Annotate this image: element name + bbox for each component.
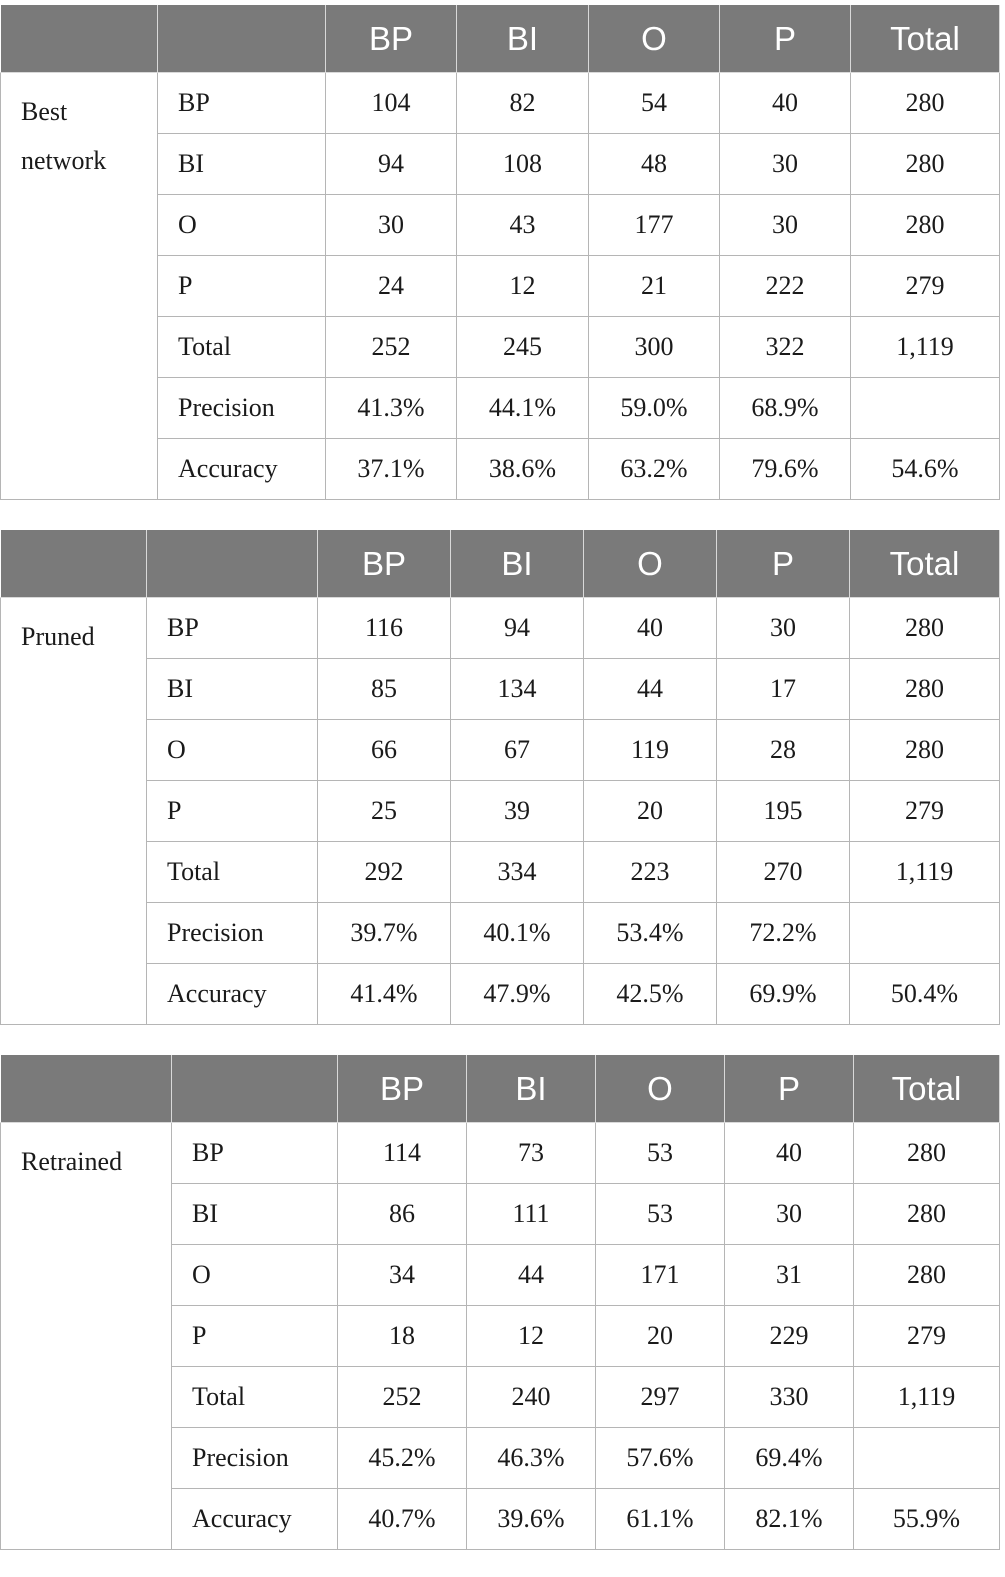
cell: 47.9% [451,964,584,1025]
cell: 42.5% [584,964,717,1025]
cell: 134 [451,659,584,720]
row-label: BI [158,134,326,195]
cell: 30 [717,598,850,659]
cell [854,1428,1000,1489]
group-label: Retrained [1,1123,172,1550]
cell: 44 [467,1245,596,1306]
cell: 46.3% [467,1428,596,1489]
cell: 79.6% [720,439,851,500]
cell: 280 [851,195,1000,256]
cell: 37.1% [326,439,457,500]
cell: 85 [318,659,451,720]
header-total: Total [850,530,1000,598]
cell: 108 [457,134,589,195]
cell: 171 [596,1245,725,1306]
cell: 223 [584,842,717,903]
header-bi: BI [457,5,589,73]
group-label: Best network [1,73,158,500]
confusion-table-retrained [0,1055,1000,1550]
header-bp: BP [326,5,457,73]
row-label: O [158,195,326,256]
row-label: BP [147,598,318,659]
cell: 280 [850,659,1000,720]
row-label: O [172,1245,338,1306]
cell: 40.1% [451,903,584,964]
cell: 322 [720,317,851,378]
cell: 1,119 [854,1367,1000,1428]
row-label: P [158,256,326,317]
cell: 34 [338,1245,467,1306]
cell: 31 [725,1245,854,1306]
row-label: P [172,1306,338,1367]
cell: 53 [596,1123,725,1184]
header-row [1,1055,1000,1123]
cell: 30 [725,1184,854,1245]
cell: 279 [851,256,1000,317]
table-row [1,73,1000,134]
header-total: Total [854,1055,1000,1123]
confusion-table-best-network [0,5,1000,500]
cell: 40 [720,73,851,134]
cell: 177 [589,195,720,256]
cell: 43 [457,195,589,256]
cell: 252 [326,317,457,378]
table-row [1,598,1000,659]
cell: 104 [326,73,457,134]
cell: 44 [584,659,717,720]
cell: 270 [717,842,850,903]
table-row [1,903,1000,964]
cell: 69.9% [717,964,850,1025]
cell: 48 [589,134,720,195]
cell: 94 [326,134,457,195]
confusion-table-pruned [0,530,1000,1025]
cell: 40 [584,598,717,659]
row-label: P [147,781,318,842]
cell: 30 [326,195,457,256]
header-o: O [589,5,720,73]
cell: 94 [451,598,584,659]
header-empty-label [158,5,326,73]
cell: 12 [457,256,589,317]
cell: 39.7% [318,903,451,964]
header-bi: BI [467,1055,596,1123]
group-label: Pruned [1,598,147,1025]
cell: 20 [584,781,717,842]
cell: 38.6% [457,439,589,500]
header-bp: BP [318,530,451,598]
cell: 280 [850,598,1000,659]
cell: 40 [725,1123,854,1184]
cell: 72.2% [717,903,850,964]
cell: 17 [717,659,850,720]
cell: 280 [854,1123,1000,1184]
row-label: BI [147,659,318,720]
row-label: Precision [172,1428,338,1489]
cell: 82.1% [725,1489,854,1550]
cell: 334 [451,842,584,903]
cell: 57.6% [596,1428,725,1489]
header-p: P [720,5,851,73]
cell: 195 [717,781,850,842]
cell: 21 [589,256,720,317]
header-empty-label [172,1055,338,1123]
row-label: Total [172,1367,338,1428]
cell: 67 [451,720,584,781]
cell: 280 [851,134,1000,195]
cell: 53.4% [584,903,717,964]
header-row [1,530,1000,598]
row-label: BP [172,1123,338,1184]
cell: 39 [451,781,584,842]
cell: 44.1% [457,378,589,439]
header-p: P [725,1055,854,1123]
row-label: BP [158,73,326,134]
table-row [1,1123,1000,1184]
cell: 292 [318,842,451,903]
table-row [1,659,1000,720]
cell: 54.6% [851,439,1000,500]
cell: 68.9% [720,378,851,439]
cell: 245 [457,317,589,378]
cell: 111 [467,1184,596,1245]
cell: 28 [717,720,850,781]
cell: 73 [467,1123,596,1184]
row-label: O [147,720,318,781]
row-label: BI [172,1184,338,1245]
cell: 280 [854,1184,1000,1245]
cell [851,378,1000,439]
cell: 63.2% [589,439,720,500]
table-row [1,964,1000,1025]
cell: 116 [318,598,451,659]
cell: 39.6% [467,1489,596,1550]
cell: 330 [725,1367,854,1428]
header-o: O [596,1055,725,1123]
row-label: Total [147,842,318,903]
cell: 24 [326,256,457,317]
cell: 55.9% [854,1489,1000,1550]
header-total: Total [851,5,1000,73]
header-p: P [717,530,850,598]
table-row [1,781,1000,842]
cell: 82 [457,73,589,134]
header-empty-group [1,5,158,73]
header-o: O [584,530,717,598]
cell: 229 [725,1306,854,1367]
cell: 279 [854,1306,1000,1367]
row-label: Precision [158,378,326,439]
row-label: Accuracy [172,1489,338,1550]
table-row [1,720,1000,781]
cell [850,903,1000,964]
cell: 66 [318,720,451,781]
cell: 30 [720,134,851,195]
header-empty-label [147,530,318,598]
cell: 30 [720,195,851,256]
cell: 41.3% [326,378,457,439]
cell: 12 [467,1306,596,1367]
row-label: Accuracy [158,439,326,500]
cell: 86 [338,1184,467,1245]
cell: 297 [596,1367,725,1428]
cell: 20 [596,1306,725,1367]
cell: 1,119 [850,842,1000,903]
cell: 119 [584,720,717,781]
cell: 61.1% [596,1489,725,1550]
cell: 54 [589,73,720,134]
cell: 53 [596,1184,725,1245]
table-row [1,842,1000,903]
cell: 222 [720,256,851,317]
cell: 252 [338,1367,467,1428]
header-bi: BI [451,530,584,598]
cell: 114 [338,1123,467,1184]
cell: 1,119 [851,317,1000,378]
cell: 41.4% [318,964,451,1025]
cell: 18 [338,1306,467,1367]
cell: 300 [589,317,720,378]
cell: 280 [851,73,1000,134]
cell: 280 [850,720,1000,781]
row-label: Total [158,317,326,378]
header-bp: BP [338,1055,467,1123]
header-row [1,5,1000,73]
header-empty-group [1,1055,172,1123]
header-empty-group [1,530,147,598]
cell: 59.0% [589,378,720,439]
cell: 40.7% [338,1489,467,1550]
cell: 280 [854,1245,1000,1306]
cell: 25 [318,781,451,842]
cell: 240 [467,1367,596,1428]
cell: 69.4% [725,1428,854,1489]
cell: 279 [850,781,1000,842]
cell: 45.2% [338,1428,467,1489]
cell: 50.4% [850,964,1000,1025]
row-label: Accuracy [147,964,318,1025]
row-label: Precision [147,903,318,964]
